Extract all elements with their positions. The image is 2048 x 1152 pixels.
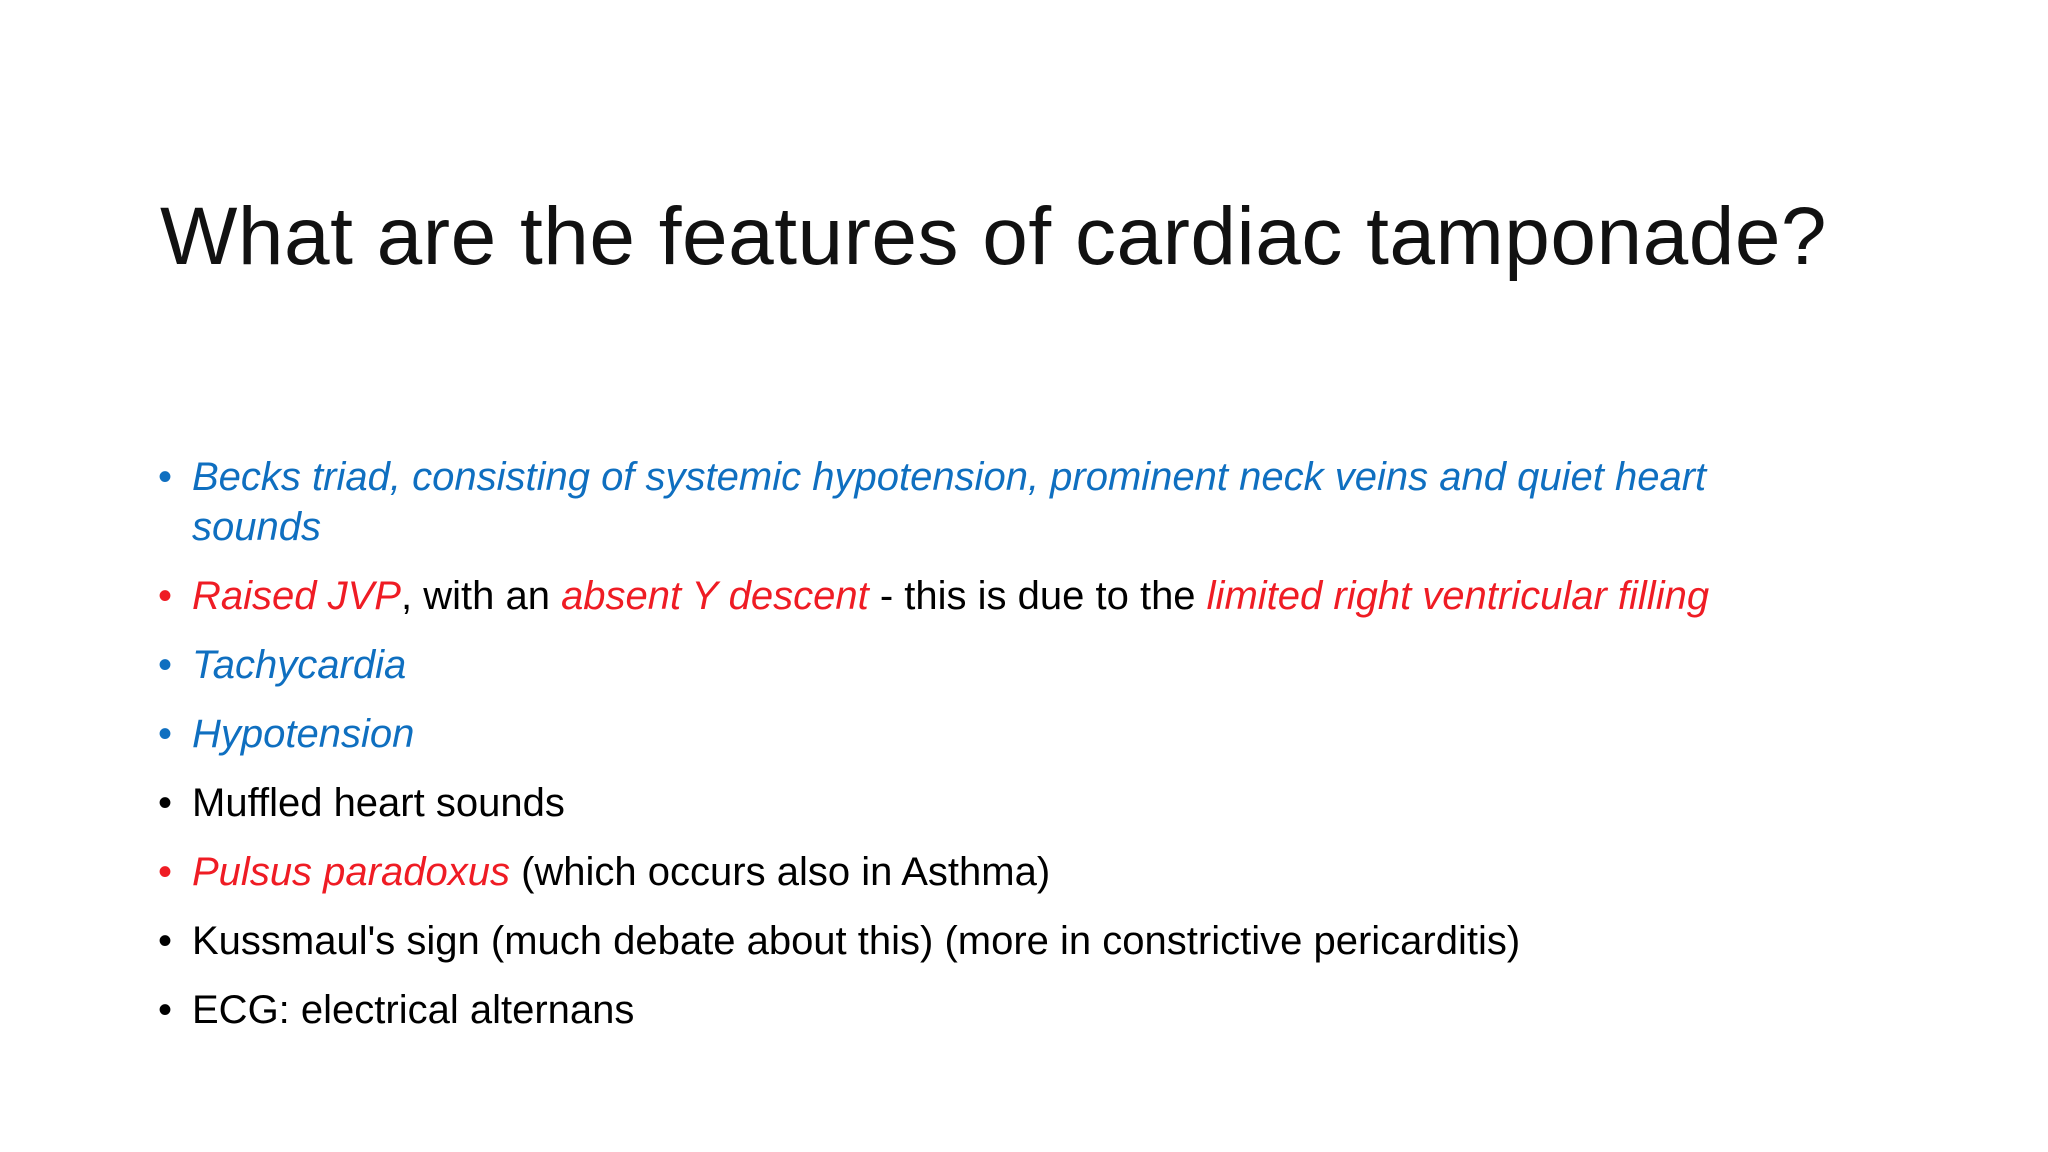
text-segment: Pulsus paradoxus <box>192 850 510 894</box>
bullet-item <box>156 452 1796 552</box>
bullet-dot-icon: • <box>158 919 173 963</box>
bullet-item <box>156 778 1796 828</box>
text-segment: limited right ventricular filling <box>1206 574 1710 618</box>
bullet-text <box>192 850 1050 894</box>
slide-title: What are the features of cardiac tamponade? <box>160 191 1828 282</box>
bullet-text <box>192 574 1709 618</box>
bullet-text <box>192 919 1520 963</box>
text-segment: - this is due to the <box>868 574 1207 618</box>
bullet-item <box>156 847 1796 897</box>
bullet-item <box>156 640 1796 690</box>
text-segment: Hypotension <box>192 712 415 756</box>
bullet-text <box>192 643 406 687</box>
bullet-item <box>156 985 1796 1035</box>
text-segment: absent Y descent <box>561 574 869 618</box>
text-segment: , with an <box>400 574 562 618</box>
bullet-text <box>192 988 634 1032</box>
text-segment: (which occurs also in Asthma) <box>509 850 1051 894</box>
text-segment: ECG: electrical alternans <box>192 988 635 1032</box>
bullet-text <box>192 781 565 825</box>
text-segment: Muffled heart sounds <box>192 781 565 825</box>
text-segment: Becks triad, consisting of systemic hypotension, prominent neck veins and quiet heart sounds <box>192 455 1707 549</box>
bullet-text <box>192 455 1706 549</box>
text-segment: Tachycardia <box>192 643 407 687</box>
bullet-dot-icon: • <box>158 781 173 825</box>
bullet-dot-icon: • <box>158 712 173 756</box>
bullet-list <box>156 452 1796 1054</box>
bullet-item <box>156 709 1796 759</box>
bullet-dot-icon: • <box>158 988 173 1032</box>
text-segment: Raised JVP <box>192 574 401 618</box>
bullet-dot-icon: • <box>158 574 173 618</box>
bullet-text <box>192 712 414 756</box>
bullet-dot-icon: • <box>158 643 173 687</box>
bullet-dot-icon: • <box>158 455 173 499</box>
bullet-item <box>156 916 1796 966</box>
bullet-item <box>156 571 1796 621</box>
text-segment: Kussmaul's sign (much debate about this) (more in constrictive pericarditis) <box>192 919 1521 963</box>
bullet-dot-icon: • <box>158 850 173 894</box>
